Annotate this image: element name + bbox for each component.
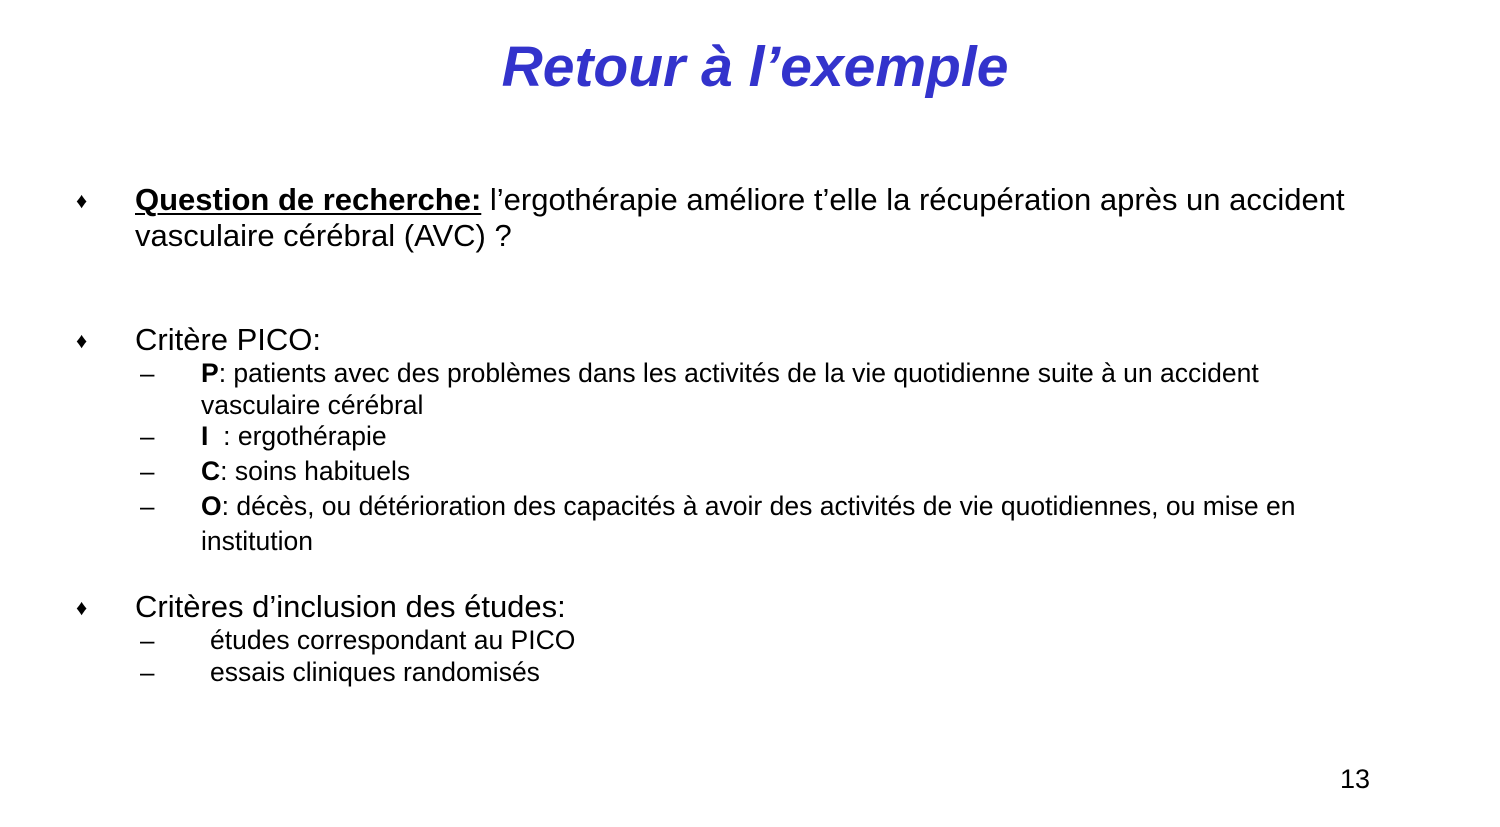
question-line-1: [135, 182, 1345, 218]
inclusion-item: essais cliniques randomisés: [210, 657, 540, 687]
page-number: 13: [1340, 764, 1371, 794]
pico-item-o-line2: institution: [201, 526, 313, 556]
pico-item-p: P: patients avec des problèmes dans les activités de la vie quotidienne suite à un accident: [201, 358, 1259, 388]
pico-item-o: O: décès, ou détérioration des capacités à avoir des activités de vie quotidiennes, ou mise en: [201, 491, 1296, 521]
pico-item-c: C: soins habituels: [201, 456, 411, 486]
question-text: l’ergothérapie améliore t’elle la récupération après un accident: [481, 182, 1345, 217]
pico-item-i: I : ergothérapie: [201, 421, 387, 451]
slide-title: Retour à l’exemple: [501, 35, 1009, 99]
pico-item-p-line2: vasculaire cérébral: [201, 390, 424, 420]
dash-icon: –: [140, 625, 155, 655]
inclusion-heading: Critères d’inclusion des études:: [135, 589, 566, 624]
bullet-icon: ♦: [76, 328, 88, 353]
dash-icon: –: [140, 358, 155, 388]
inclusion-item: études correspondant au PICO: [210, 625, 576, 655]
question-label: Question de recherche:: [135, 182, 482, 217]
question-line-2: vasculaire cérébral (AVC) ?: [135, 218, 512, 253]
pico-heading: Critère PICO:: [135, 322, 322, 357]
bullet-icon: ♦: [76, 188, 88, 213]
dash-icon: –: [140, 421, 155, 451]
bullet-icon: ♦: [76, 595, 88, 620]
dash-icon: –: [140, 491, 155, 521]
dash-icon: –: [140, 456, 155, 486]
dash-icon: –: [140, 657, 155, 687]
